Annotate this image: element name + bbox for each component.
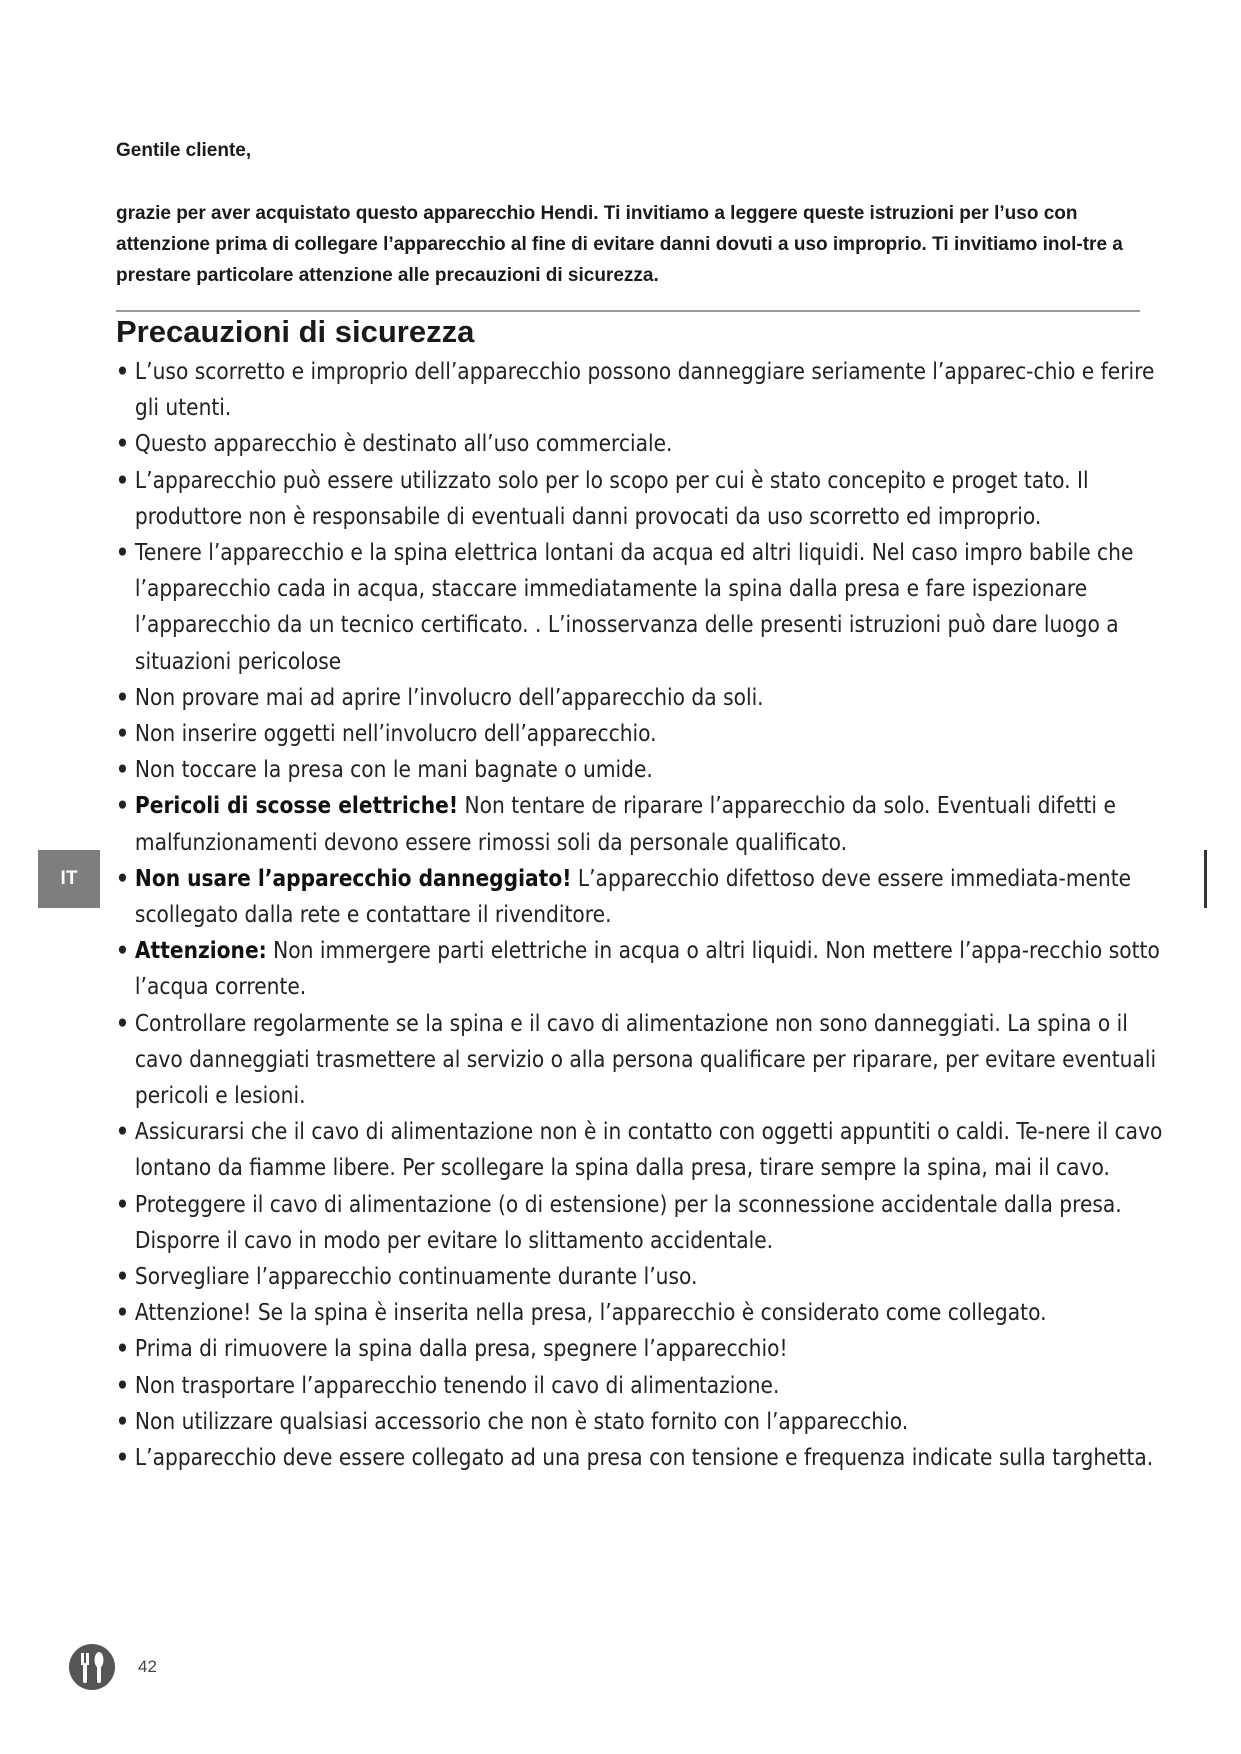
precaution-text: Non inserire oggetti nell’involucro dell’apparecchio. — [134, 719, 657, 748]
precaution-text: Attenzione! Se la spina è inserita nella presa, l’apparecchio è considerato come collegato. — [134, 1298, 1047, 1327]
section-title: Precauzioni di sicurezza — [116, 314, 475, 349]
precaution-item — [116, 679, 1178, 715]
precaution-text: L’apparecchio può essere utilizzato solo per lo scopo per cui è stato concepito e proget tato. Il produttore non è responsabile di eventuali danni provocati da uso scorretto ed improprio. — [134, 465, 1089, 530]
precaution-item — [116, 1258, 1178, 1294]
greeting: Gentile cliente, — [116, 140, 252, 161]
precaution-text: Prima di rimuovere la spina dalla presa, spegnere l’apparecchio! — [134, 1334, 788, 1363]
precaution-text: Non provare mai ad aprire l’involucro dell’apparecchio da soli. — [134, 682, 764, 711]
precaution-text: L’apparecchio deve essere collegato ad una presa con tensione e frequenza indicate sulla targhetta. — [134, 1443, 1154, 1472]
precaution-item — [116, 1367, 1178, 1403]
precaution-item — [116, 1113, 1178, 1185]
precaution-text: Non immergere parti elettriche in acqua o altri liquidi. Non mettere l’appa-recchio sotto l’acqua corrente. — [134, 936, 1160, 1001]
precaution-item — [116, 1294, 1178, 1330]
precaution-item — [116, 860, 1178, 932]
precaution-item — [116, 1403, 1178, 1439]
precaution-item — [116, 1330, 1178, 1366]
precaution-text: Non trasportare l’apparecchio tenendo il cavo di alimentazione. — [134, 1370, 780, 1399]
precaution-text: Controllare regolarmente se la spina e il cavo di alimentazione non sono danneggiati. La spina o il cavo danneggiati trasmettere al servizio o alla persona qualificare per riparare, per evitare eventuali pericoli e lesioni. — [134, 1008, 1157, 1110]
precaution-lead: Non usare l’apparecchio danneggiato! — [134, 863, 572, 892]
precautions-list — [116, 353, 1162, 1475]
precaution-item — [116, 787, 1178, 859]
precaution-text: L’uso scorretto e improprio dell’apparecchio possono danneggiare seriamente l’apparec-chio e ferire gli utenti. — [134, 357, 1155, 422]
precaution-item — [116, 1439, 1178, 1475]
intro-paragraph: grazie per aver acquistato questo apparecchio Hendi. Ti invitiamo a leggere queste istruzioni per l’uso con attenzione prima di collegare l’apparecchio al fine di evitare danni dovuti a uso improprio. Ti invitiamo inol-tre a prestare particolare attenzione alle precauzioni di sicurezza. — [116, 203, 1123, 286]
precaution-item — [116, 1186, 1178, 1258]
hendi-cutlery-logo-icon — [68, 1643, 116, 1691]
page-number: 42 — [138, 1657, 157, 1676]
precaution-text: Assicurarsi che il cavo di alimentazione non è in contatto con oggetti appuntiti o caldi. Te-nere il cavo lontano da fiamme libere. Per scollegare la spina dalla presa, tirare sempre la spina, mai il cavo. — [134, 1117, 1163, 1182]
precaution-lead: Attenzione: — [134, 936, 267, 965]
precaution-item — [116, 425, 1178, 461]
precaution-lead: Pericoli di scosse elettriche! — [134, 791, 459, 820]
precaution-text: Sorvegliare l’apparecchio continuamente durante l’uso. — [134, 1262, 698, 1291]
precaution-text: Non utilizzare qualsiasi accessorio che non è stato fornito con l’apparecchio. — [134, 1406, 909, 1435]
language-tab: IT — [38, 850, 100, 908]
precaution-item — [116, 715, 1178, 751]
section-divider — [116, 310, 1140, 312]
precaution-item — [116, 932, 1178, 1004]
precaution-text: L’apparecchio difettoso deve essere immediata-mente scollegato dalla rete e contattare il rivenditore. — [134, 863, 1132, 929]
precaution-text: Tenere l’apparecchio e la spina elettrica lontani da acqua ed altri liquidi. Nel caso impro babile che l’apparecchio cada in acqua, staccare immediatamente la spina dalla presa e fare ispezionare l’apparecchio da un tecnico certificato. . L’inosservanza delle presenti istruzioni può dare luogo a situazioni pericolose — [134, 538, 1134, 675]
precaution-item — [116, 1005, 1178, 1114]
precaution-item — [116, 751, 1178, 787]
margin-mark — [1204, 850, 1207, 908]
precaution-text: Questo apparecchio è destinato all’uso commerciale. — [134, 429, 673, 458]
precaution-text: Non tentare de riparare l’apparecchio da solo. Eventuali difetti e malfunzionamenti devono essere rimossi soli da personale qualificato. — [134, 791, 1116, 856]
precaution-item — [116, 462, 1178, 534]
precaution-item — [116, 353, 1178, 425]
precaution-item — [116, 534, 1178, 679]
precaution-text: Proteggere il cavo di alimentazione (o di estensione) per la sconnessione accidentale dalla presa. Disporre il cavo in modo per evitare lo slittamento accidentale. — [134, 1189, 1122, 1254]
precaution-text: Non toccare la presa con le mani bagnate o umide. — [134, 755, 653, 784]
